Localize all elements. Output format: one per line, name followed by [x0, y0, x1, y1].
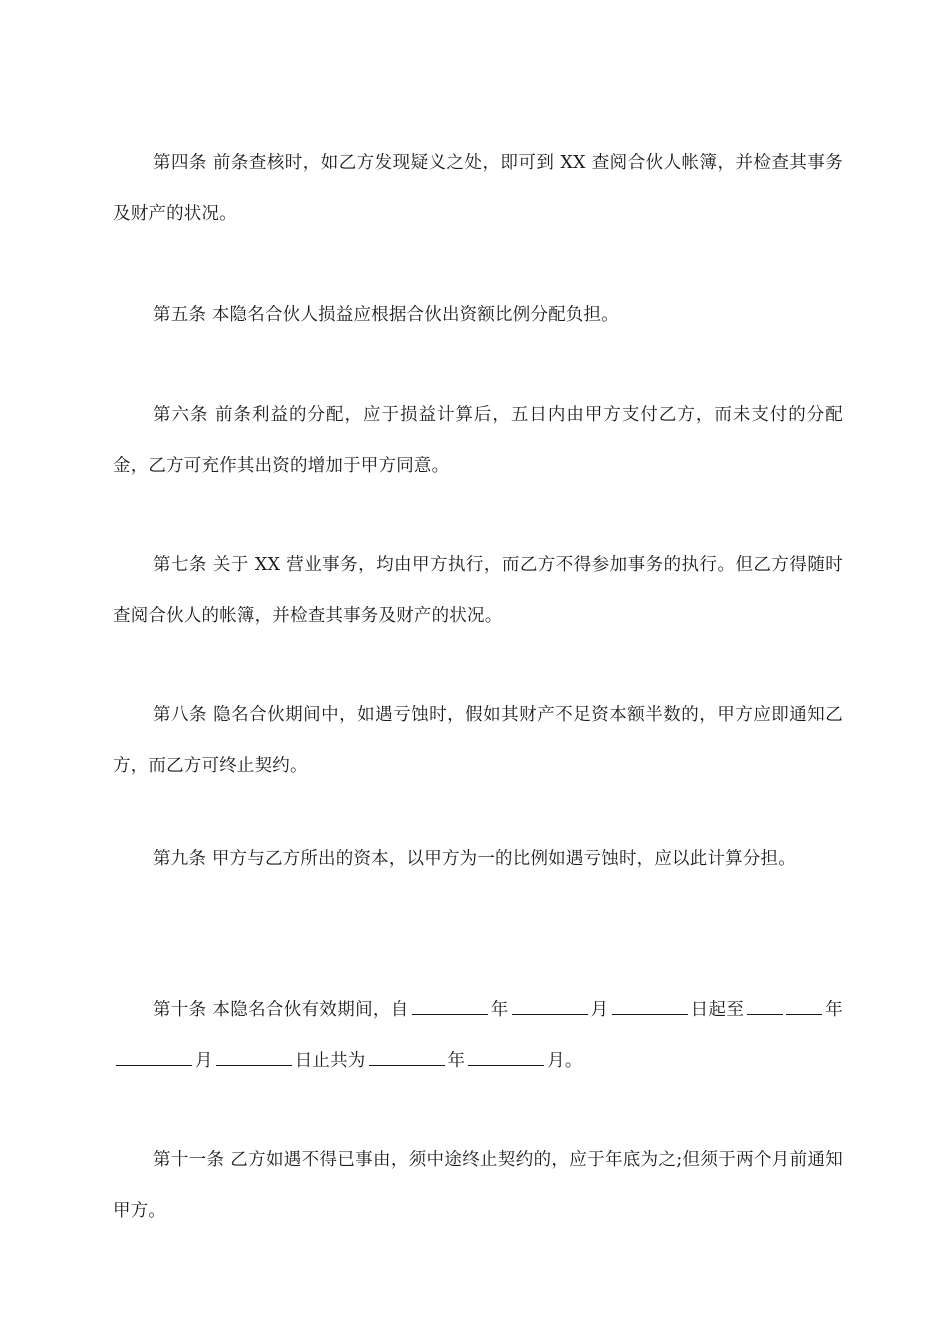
label-month-1: 月: [590, 1000, 609, 1020]
article-10: [113, 985, 843, 1087]
label-year-1: 年: [490, 1000, 509, 1020]
blank-end-day: [216, 1051, 292, 1066]
article-8: 第八条 隐名合伙期间中，如遇亏蚀时，假如其财产不足资本额半数的，甲方应即通知乙方，而乙方可终止契约。: [113, 705, 843, 776]
article-9: 第九条 甲方与乙方所出的资本，以甲方为一的比例如遇亏蚀时，应以此计算分担。: [153, 849, 796, 869]
article-4: 第四条 前条查核时，如乙方发现疑义之处，即可到 XX 查阅合伙人帐簿，并检查其事务及财产的状况。: [113, 153, 843, 224]
blank-end-year-part2: [786, 1000, 822, 1015]
label-year-3: 年: [447, 1051, 466, 1071]
article-11: 第十一条 乙方如遇不得已事由，须中途终止契约的，应于年底为之;但须于两个月前通知甲方。: [113, 1150, 843, 1221]
blank-total-years: [369, 1051, 445, 1066]
blank-total-months: [468, 1051, 544, 1066]
blank-end-year-part1: [747, 1000, 783, 1015]
article-7: 第七条 关于 XX 营业事务，均由甲方执行，而乙方不得参加事务的执行。但乙方得随时查阅合伙人的帐簿，并检查其事务及财产的状况。: [113, 555, 843, 626]
label-day-2: 日止共为: [294, 1051, 366, 1071]
article-5: 第五条 本隐名合伙人损益应根据合伙出资额比例分配负担。: [153, 305, 619, 325]
blank-end-month: [116, 1051, 192, 1066]
blank-start-month: [512, 1000, 588, 1015]
label-month-2: 月: [195, 1051, 213, 1071]
article-6: 第六条 前条利益的分配，应于损益计算后，五日内由甲方支付乙方，而未支付的分配金，乙方可充作其出资的增加于甲方同意。: [113, 405, 843, 476]
article-10-lead: 第十条 本隐名合伙有效期间，自: [153, 1000, 409, 1020]
label-day-1: 日起至: [690, 1000, 745, 1020]
label-month-3: 月。: [547, 1051, 583, 1071]
blank-start-day: [612, 1000, 688, 1015]
label-year-2: 年: [825, 1000, 843, 1020]
blank-start-year: [412, 1000, 488, 1015]
